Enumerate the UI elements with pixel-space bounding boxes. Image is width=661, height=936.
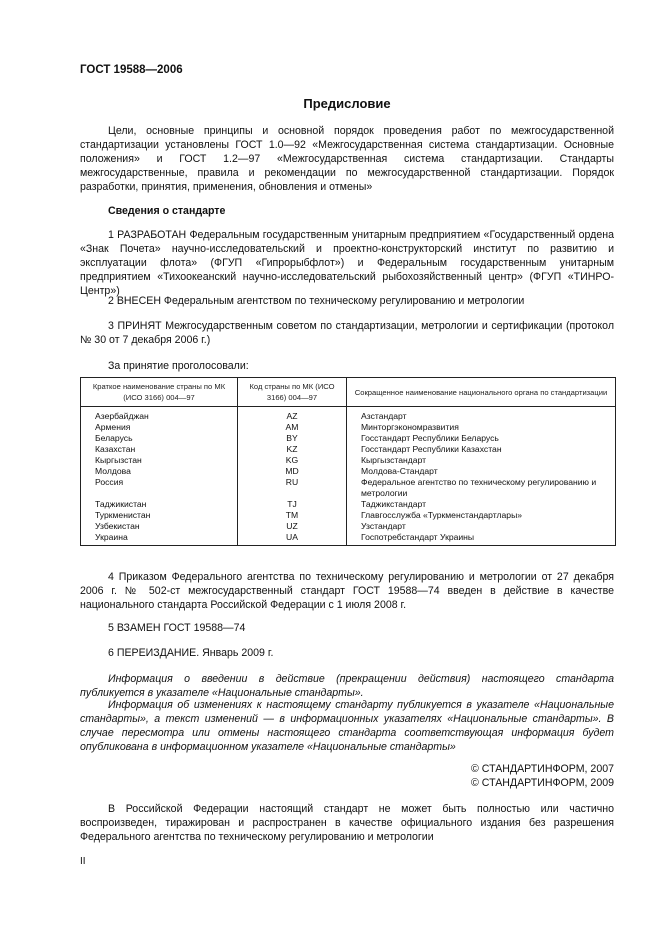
- country-cell: Казахстан: [81, 444, 238, 455]
- voted-label: За принятие проголосовали:: [108, 360, 249, 372]
- body-cell: Таджикстандарт: [347, 499, 616, 510]
- section-title: Сведения о стандарте: [108, 205, 226, 217]
- country-cell: Туркменистан: [81, 510, 238, 521]
- code-cell: UZ: [238, 521, 347, 532]
- item-5-replaces: 5 ВЗАМЕН ГОСТ 19588—74: [108, 622, 246, 634]
- copyright-2007: © СТАНДАРТИНФОРМ, 2007: [471, 763, 614, 775]
- body-cell: Кыргызстандарт: [347, 455, 616, 466]
- body-cell: Минторгэкономразвития: [347, 422, 616, 433]
- body-cell: Госпотребстандарт Украины: [347, 532, 616, 546]
- code-cell: MD: [238, 466, 347, 477]
- document-header: ГОСТ 19588—2006: [80, 64, 183, 76]
- code-cell: AM: [238, 422, 347, 433]
- country-cell: Таджикистан: [81, 499, 238, 510]
- page-number: II: [80, 856, 86, 867]
- table-header-row: [81, 378, 616, 407]
- reproduction-notice: В Российской Федерации настоящий стандарт не может быть полностью или частично воспроизведен, тиражирован и распространен в качестве официального издания без разрешения Федерального агентства по техническому регулированию и метрологии: [80, 803, 614, 843]
- country-cell: Кыргызстан: [81, 455, 238, 466]
- body-cell: Федеральное агентство по техническому регулированию и метрологии: [347, 477, 616, 499]
- table-row: [81, 444, 616, 455]
- code-cell: TJ: [238, 499, 347, 510]
- table-row: [81, 422, 616, 433]
- body-cell: Молдова-Стандарт: [347, 466, 616, 477]
- country-cell: Россия: [81, 477, 238, 499]
- table-row: [81, 407, 616, 423]
- table-row: [81, 510, 616, 521]
- table-row: [81, 466, 616, 477]
- info-paragraph-2: Информация об изменениях к настоящему стандарту публикуется в указателе «Национальные стандарты», а текст изменений — в информационных указателях «Национальные стандарты». В случае пересмотра или отмены настоящего стандарта соответствующая информация будет опубликована в информационном указателе «Национальные стандарты»: [80, 699, 614, 753]
- item-6-reissue: 6 ПЕРЕИЗДАНИЕ. Январь 2009 г.: [108, 647, 274, 659]
- table-row: [81, 499, 616, 510]
- country-cell: Армения: [81, 422, 238, 433]
- item-1-developed: 1 РАЗРАБОТАН Федеральным государственным унитарным предприятием «Государственный ордена «Знак Почета» научно-исследовательский и проектно-конструкторский институт по развитию и эксплуатации флота» (ФГУП «Гипрорыбфлот») и Федеральным государственным унитарным предприятием «Тихоокеанский научно-исследовательский рыбохозяйственный центр» (ФГУП «ТИНРО-Центр»): [80, 229, 614, 297]
- code-cell: KG: [238, 455, 347, 466]
- country-cell: Беларусь: [81, 433, 238, 444]
- copyright-2009: © СТАНДАРТИНФОРМ, 2009: [471, 777, 614, 789]
- code-cell: RU: [238, 477, 347, 499]
- code-cell: TM: [238, 510, 347, 521]
- info-paragraph-1: Информация о введении в действие (прекращении действия) настоящего стандарта публикуется в указателе «Национальные стандарты».: [80, 673, 614, 699]
- body-cell: Госстандарт Республики Беларусь: [347, 433, 616, 444]
- item-2-introduced: 2 ВНЕСЕН Федеральным агентством по техническому регулированию и метрологии: [108, 295, 525, 307]
- table-row: [81, 477, 616, 499]
- body-cell: Узстандарт: [347, 521, 616, 532]
- country-cell: Азербайджан: [81, 407, 238, 423]
- voting-table: [80, 377, 616, 546]
- code-cell: BY: [238, 433, 347, 444]
- table-row: [81, 455, 616, 466]
- body-cell: Главгосслужба «Туркменстандартлары»: [347, 510, 616, 521]
- table-row: [81, 433, 616, 444]
- body-cell: Госстандарт Республики Казахстан: [347, 444, 616, 455]
- body-cell: Азстандарт: [347, 407, 616, 423]
- code-cell: AZ: [238, 407, 347, 423]
- table-row: [81, 532, 616, 546]
- table-row: [81, 521, 616, 532]
- code-cell: KZ: [238, 444, 347, 455]
- country-cell: Украина: [81, 532, 238, 546]
- table-header-body: Сокращенное наименование национального органа по стандартизации: [347, 378, 616, 407]
- table-header-country: Краткое наименование страны по МК (ИСО 3166) 004—97: [81, 378, 238, 407]
- code-cell: UA: [238, 532, 347, 546]
- item-3-adopted: 3 ПРИНЯТ Межгосударственным советом по стандартизации, метрологии и сертификации (протокол № 30 от 7 декабря 2006 г.): [80, 320, 614, 346]
- table-header-code: Код страны по МК (ИСО 3166) 004—97: [238, 378, 347, 407]
- country-cell: Молдова: [81, 466, 238, 477]
- page-title: Предисловие: [303, 96, 391, 111]
- item-4-order: 4 Приказом Федерального агентства по техническому регулированию и метрологии от 27 декабря 2006 г. № 502-ст межгосударственный стандарт ГОСТ 19588—74 введен в действие в качестве национального стандарта Российской Федерации с 1 июля 2008 г.: [80, 571, 614, 611]
- intro-paragraph: Цели, основные принципы и основной порядок проведения работ по межгосударственной стандартизации установлены ГОСТ 1.0—92 «Межгосударственная система стандартизации. Основные положения» и ГОСТ 1.2—97 «Межгосударственная система стандартизации. Стандарты межгосударственные, правила и рекомендации по межгосударственной стандартизации. Порядок разработки, принятия, применения, обновления и отмены»: [80, 125, 614, 193]
- country-cell: Узбекистан: [81, 521, 238, 532]
